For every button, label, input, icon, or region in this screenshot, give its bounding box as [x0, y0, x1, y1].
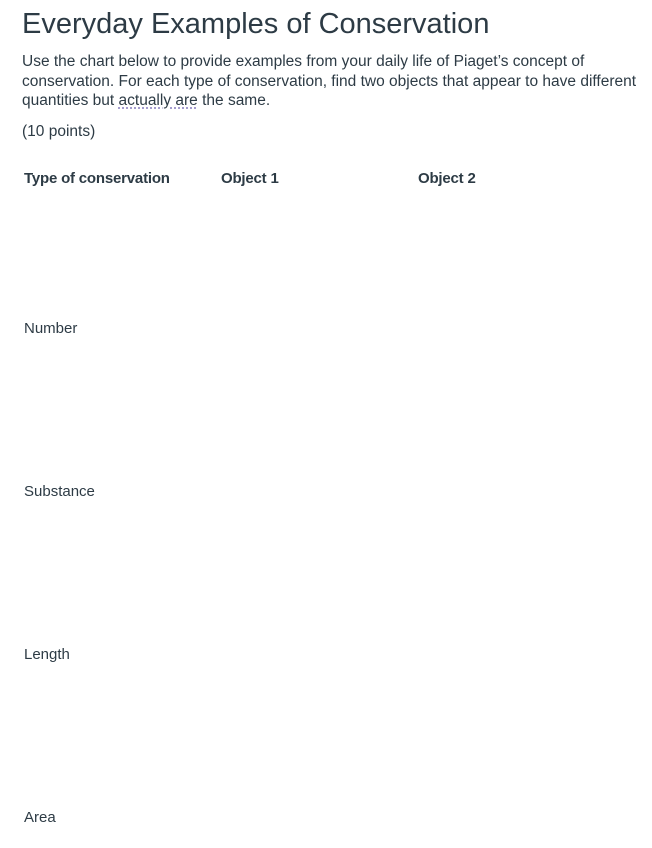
row-label-area: Area: [24, 809, 56, 826]
header-object-1: Object 1: [221, 169, 279, 187]
row-label-substance: Substance: [24, 483, 95, 500]
points-label: (10 points): [22, 123, 96, 140]
cell-number-object-2[interactable]: [414, 196, 620, 359]
instructions-part-2: the same.: [197, 92, 271, 109]
table-row-length: [20, 522, 620, 685]
cell-length-object-1[interactable]: [217, 522, 414, 685]
page-title: Everyday Examples of Conservation: [22, 8, 490, 40]
conservation-table: [20, 160, 620, 848]
cell-length-object-2[interactable]: [414, 522, 620, 685]
table-row-area: [20, 685, 620, 848]
header-type-of-conservation: Type of conservation: [24, 169, 170, 187]
instructions-part-1: Use the chart below to provide examples from your daily life of Piaget’s concept of conservation. For each type of conservation, find two objects that appear to have different quantities but: [22, 53, 637, 109]
cell-area-object-2[interactable]: [414, 685, 620, 848]
table-header-row: [20, 160, 620, 196]
table-row-substance: [20, 359, 620, 522]
cell-area-object-1[interactable]: [217, 685, 414, 848]
row-label-number: Number: [24, 320, 78, 337]
cell-substance-object-2[interactable]: [414, 359, 620, 522]
table-row-number: [20, 196, 620, 359]
instructions-text: [22, 52, 642, 111]
row-label-length: Length: [24, 646, 70, 663]
cell-number-object-1[interactable]: [217, 196, 414, 359]
grammar-flagged-phrase[interactable]: actually are: [118, 92, 198, 109]
header-object-2: Object 2: [418, 169, 476, 187]
cell-substance-object-1[interactable]: [217, 359, 414, 522]
